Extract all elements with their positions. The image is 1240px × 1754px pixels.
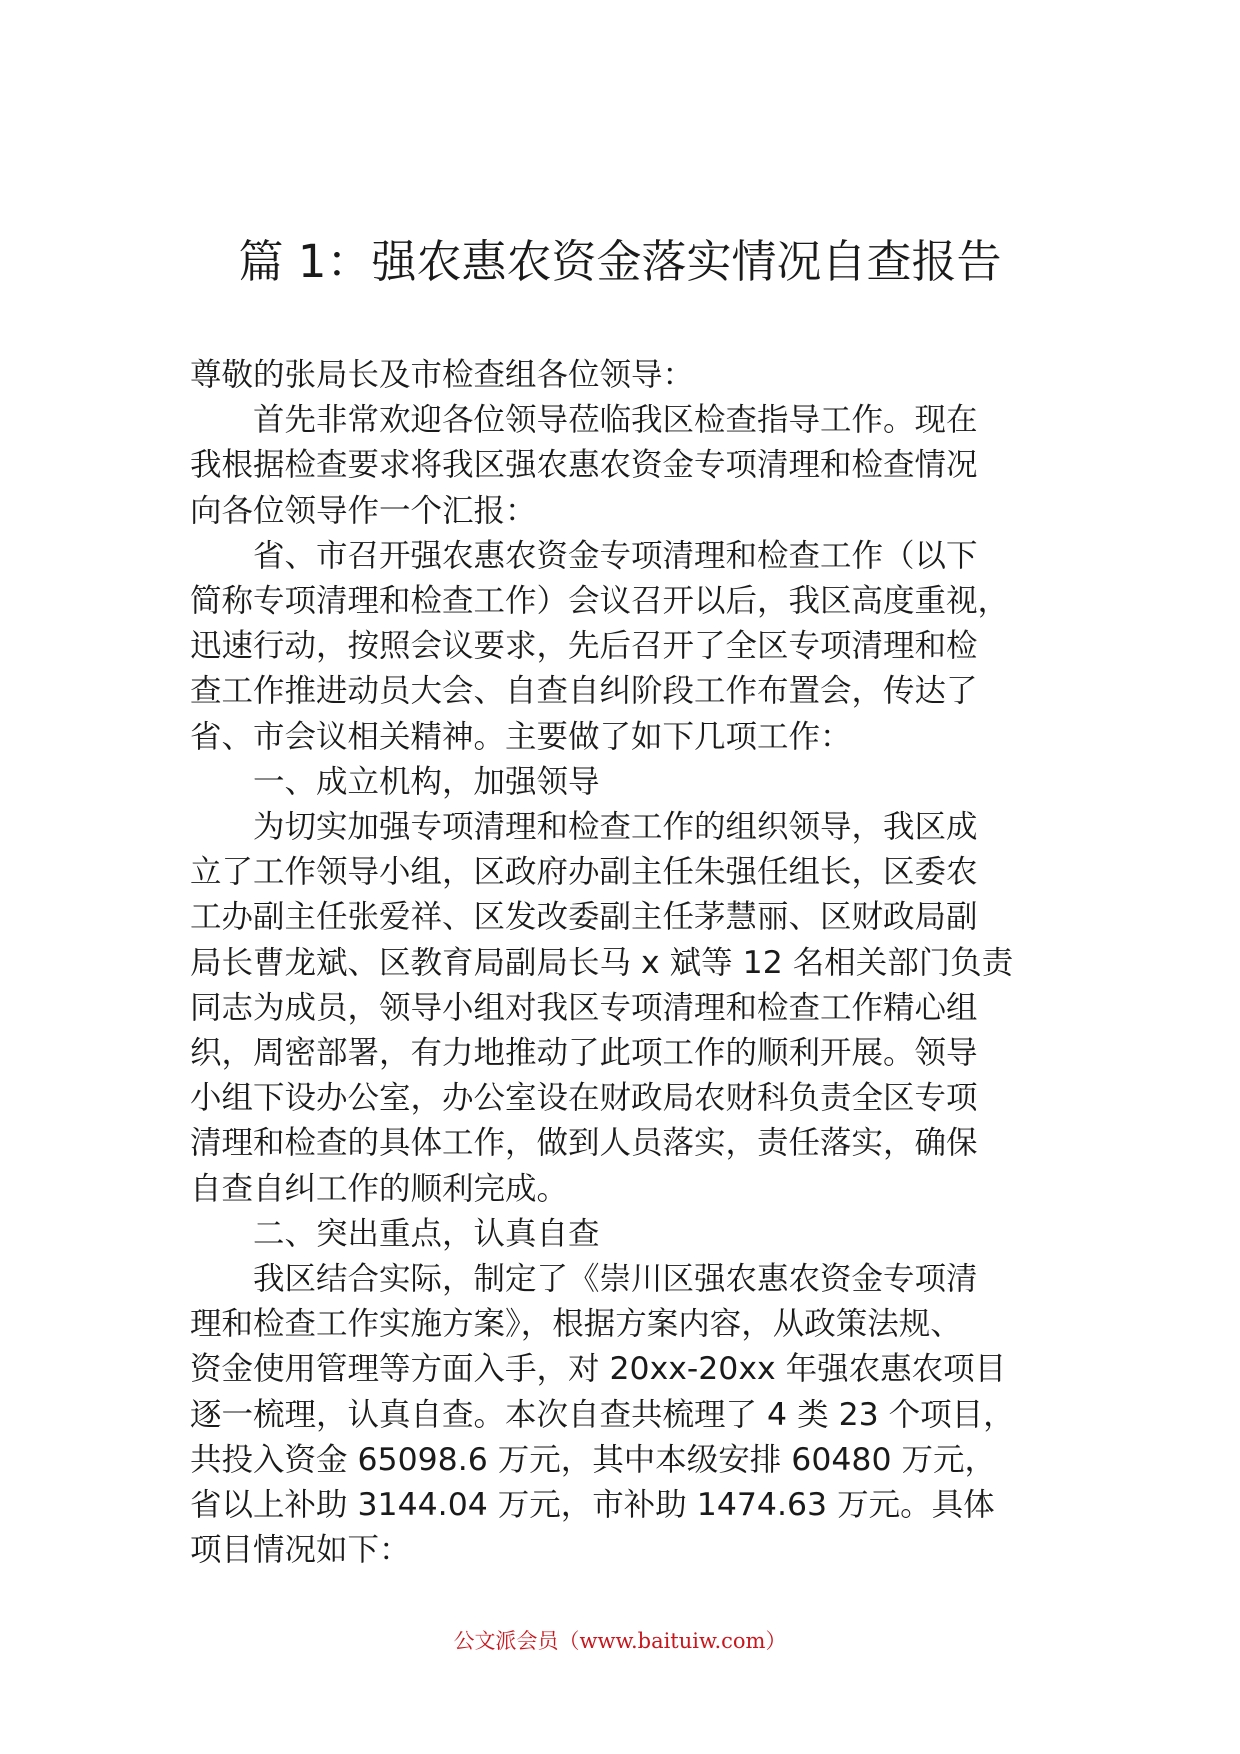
- text-line: 迅速行动，按照会议要求，先后召开了全区专项清理和检: [190, 628, 978, 665]
- document-title: 篇 1：强农惠农资金落实情况自查报告: [238, 235, 1002, 288]
- text-line: 我区结合实际，制定了《崇川区强农惠农资金专项清: [253, 1261, 978, 1298]
- footer-watermark-link[interactable]: 公文派会员（www.baituiw.com）: [453, 1629, 787, 1653]
- text-line: 织，周密部署，有力地推动了此项工作的顺利开展。领导: [190, 1035, 978, 1072]
- text-line: 理和检查工作实施方案》，根据方案内容，从政策法规、: [190, 1306, 962, 1343]
- text-line: 逐一梳理，认真自查。本次自查共梳理了 4 类 23 个项目，: [190, 1396, 1015, 1433]
- document-body: [190, 353, 1060, 1573]
- text-line: 项目情况如下：: [190, 1532, 411, 1569]
- text-line: 同志为成员，领导小组对我区专项清理和检查工作精心组: [190, 989, 978, 1026]
- text-line: 向各位领导作一个汇报：: [190, 492, 537, 529]
- text-line: 清理和检查的具体工作，做到人员落实，责任落实，确保: [190, 1125, 978, 1162]
- text-line: 共投入资金 65098.6 万元，其中本级安排 60480 万元，: [190, 1441, 997, 1478]
- text-line: 资金使用管理等方面入手，对 20xx-20xx 年强农惠农项目: [190, 1351, 1007, 1388]
- section-heading: 二、突出重点，认真自查: [253, 1215, 600, 1252]
- text-line: 立了工作领导小组，区政府办副主任朱强任组长，区委农: [190, 854, 978, 891]
- text-line: 省、市会议相关精神。主要做了如下几项工作：: [190, 718, 852, 755]
- text-line: 查工作推进动员大会、自查自纠阶段工作布置会，传达了: [190, 673, 978, 710]
- text-line: 省、市召开强农惠农资金专项清理和检查工作（以下: [253, 537, 978, 574]
- text-line: 局长曹龙斌、区教育局副局长马 x 斌等 12 名相关部门负责: [190, 944, 1014, 981]
- text-line: 我根据检查要求将我区强农惠农资金专项清理和检查情况: [190, 447, 978, 484]
- text-line: 为切实加强专项清理和检查工作的组织领导，我区成: [253, 809, 978, 846]
- text-line: 省以上补助 3144.04 万元，市补助 1474.63 万元。具体: [190, 1487, 995, 1524]
- text-line: 简称专项清理和检查工作）会议召开以后，我区高度重视，: [190, 583, 1010, 620]
- text-line: 自查自纠工作的顺利完成。: [190, 1170, 569, 1207]
- text-line: 尊敬的张局长及市检查组各位领导：: [190, 357, 695, 393]
- text-line: 小组下设办公室，办公室设在财政局农财科负责全区专项: [190, 1080, 978, 1117]
- section-heading: 一、成立机构，加强领导: [253, 763, 600, 800]
- text-line: 工办副主任张爱祥、区发改委副主任茅慧丽、区财政局副: [190, 899, 978, 936]
- text-line: 首先非常欢迎各位领导莅临我区检查指导工作。现在: [253, 402, 978, 439]
